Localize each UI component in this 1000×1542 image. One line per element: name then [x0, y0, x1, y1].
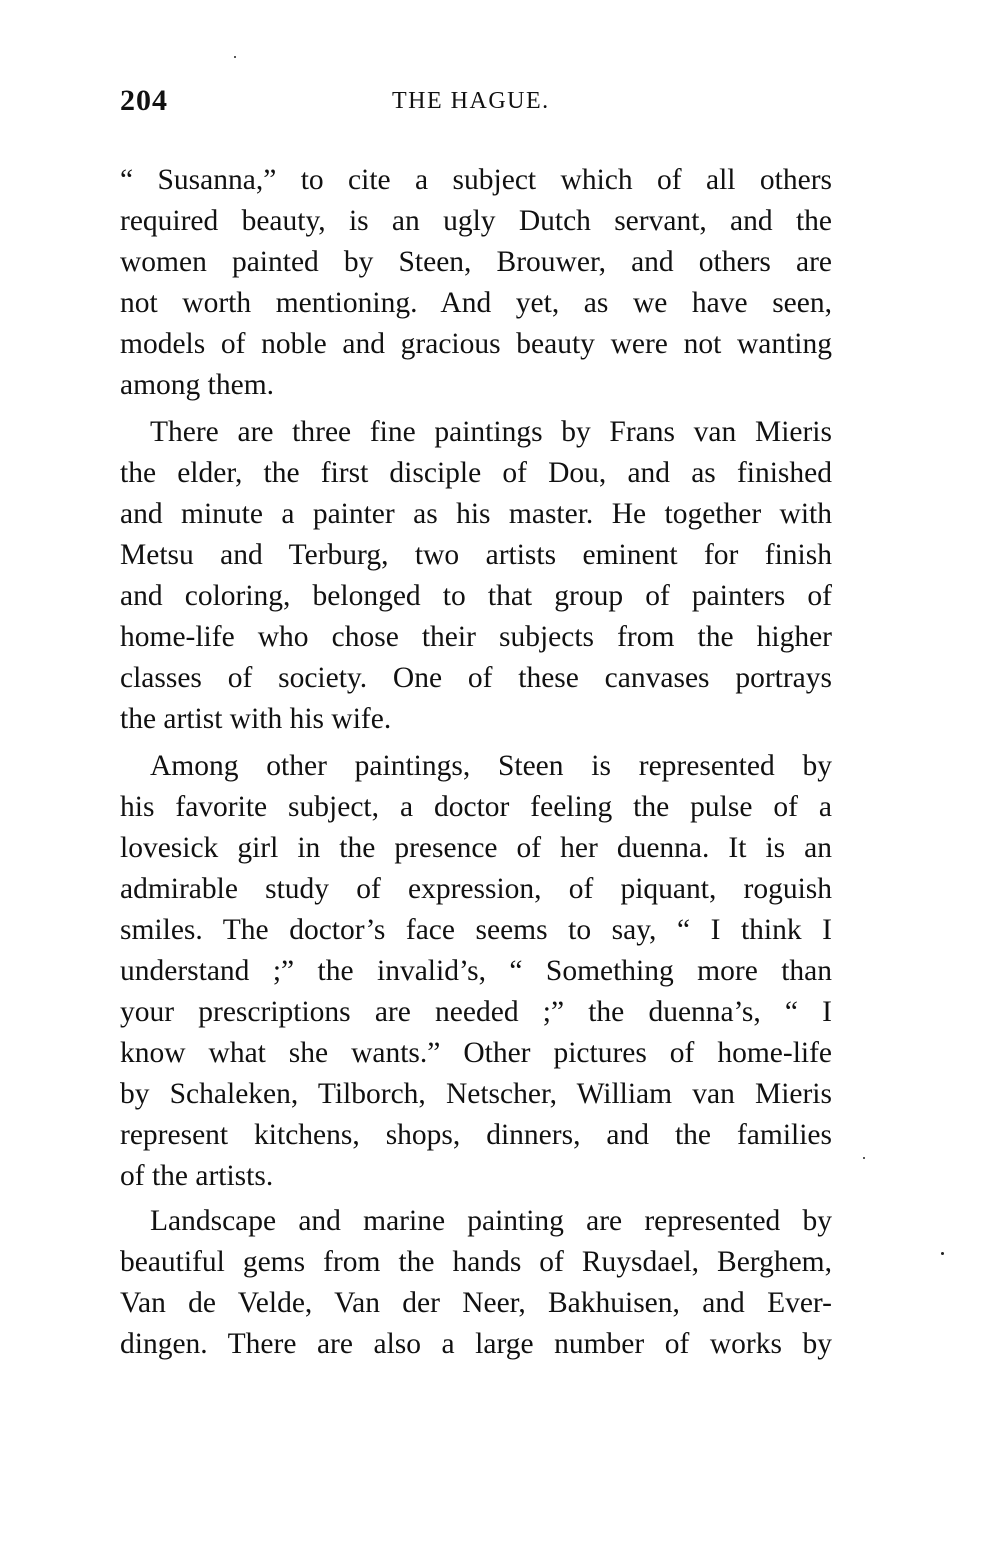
text-line: of the artists.	[120, 1160, 274, 1192]
scan-speck	[234, 56, 236, 58]
text-line: models of noble and gracious beauty were not wanting	[120, 328, 832, 360]
text-line: represent kitchens, shops, dinners, and the families	[120, 1119, 832, 1151]
text-line: beautiful gems from the hands of Ruysdael, Berghem,	[120, 1246, 832, 1278]
text-line: know what she wants.” Other pictures of home-life	[120, 1037, 832, 1069]
text-line: “ Susanna,” to cite a subject which of all others	[120, 164, 832, 196]
page-header	[120, 84, 835, 124]
text-line: understand ;” the invalid’s, “ Something more than	[120, 955, 832, 987]
page-number: 204	[120, 84, 168, 117]
text-line: smiles. The doctor’s face seems to say, “ I think I	[120, 914, 832, 946]
text-line: Among other paintings, Steen is represented by	[150, 750, 832, 782]
text-line: There are three fine paintings by Frans van Mieris	[150, 416, 832, 448]
text-line: home-life who chose their subjects from the higher	[120, 621, 832, 653]
scan-speck	[941, 1252, 944, 1255]
text-line: classes of society. One of these canvases portrays	[120, 662, 832, 694]
text-line: admirable study of expression, of piquant, roguish	[120, 873, 832, 905]
text-line: by Schaleken, Tilborch, Netscher, William van Mieris	[120, 1078, 832, 1110]
text-line: women painted by Steen, Brouwer, and others are	[120, 246, 832, 278]
text-line: lovesick girl in the presence of her duenna. It is an	[120, 832, 832, 864]
text-line: required beauty, is an ugly Dutch servant, and the	[120, 205, 832, 237]
running-head: THE HAGUE.	[392, 88, 550, 114]
text-line: and coloring, belonged to that group of painters of	[120, 580, 832, 612]
text-line: your prescriptions are needed ;” the duenna’s, “ I	[120, 996, 832, 1028]
text-line: dingen. There are also a large number of works by	[120, 1328, 832, 1360]
text-line: Metsu and Terburg, two artists eminent for finish	[120, 539, 832, 571]
text-line: Van de Velde, Van der Neer, Bakhuisen, and Ever-	[120, 1287, 832, 1319]
text-line: Landscape and marine painting are represented by	[150, 1205, 832, 1237]
text-line: the elder, the first disciple of Dou, and as finished	[120, 457, 832, 489]
text-line: not worth mentioning. And yet, as we have seen,	[120, 287, 832, 319]
text-line: the artist with his wife.	[120, 703, 392, 735]
text-line: his favorite subject, a doctor feeling the pulse of a	[120, 791, 832, 823]
scan-speck	[863, 1157, 865, 1159]
text-line: among them.	[120, 369, 275, 401]
text-line: and minute a painter as his master. He together with	[120, 498, 832, 530]
